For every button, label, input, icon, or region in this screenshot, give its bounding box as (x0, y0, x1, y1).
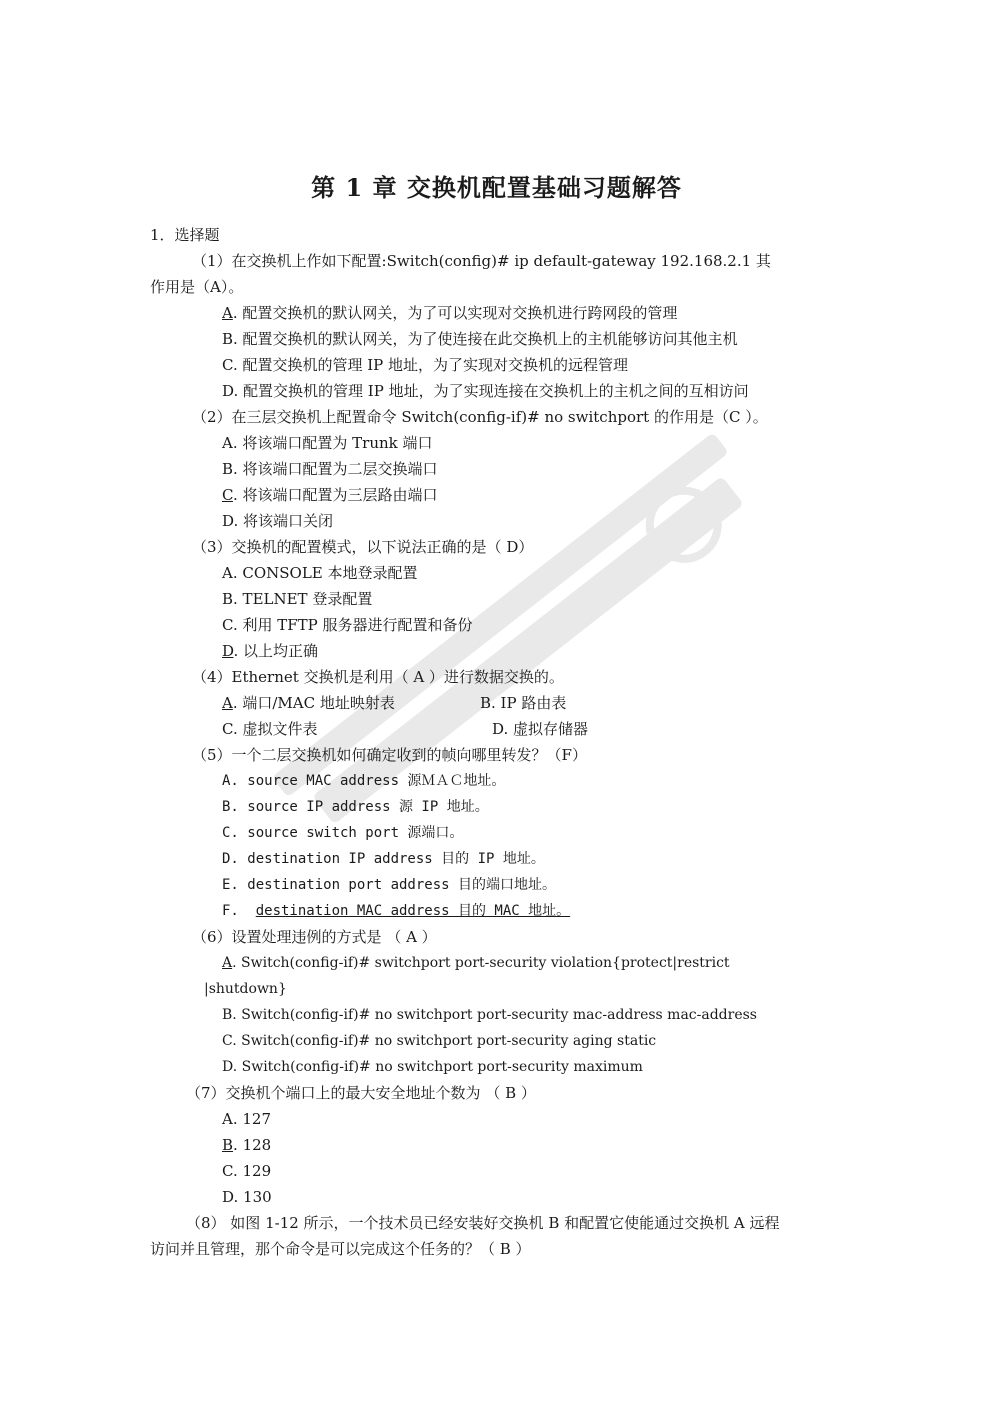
q6-option-b: B. Switch(config-if)# no switchport port-security mac-address mac-address (222, 1007, 757, 1023)
q1-stem-line2: 作用是（A）。 (150, 278, 244, 296)
q3-option-a: A. CONSOLE 本地登录配置 (222, 564, 418, 582)
q1-option-d: D. 配置交换机的管理 IP 地址，为了实现连接在交换机上的主机之间的互相访问 (222, 382, 749, 400)
q1-stem-line1: （1）在交换机上作如下配置:Switch(config)# ip default-gateway 192.168.2.1 其 (192, 252, 771, 270)
q6-option-c: C. Switch(config-if)# no switchport port-security aging static (222, 1033, 657, 1049)
answer-letter: C (222, 486, 233, 504)
q1-option-c: C. 配置交换机的管理 IP 地址，为了实现对交换机的远程管理 (222, 356, 629, 374)
q2-option-c (222, 485, 438, 505)
q3-option-c: C. 利用 TFTP 服务器进行配置和备份 (222, 616, 473, 634)
watermark (200, 380, 840, 900)
q5-option-c: C. source switch port 源端口。 (222, 825, 464, 841)
option-letter: F. (222, 903, 239, 919)
q1-option-b: B. 配置交换机的默认网关，为了使连接在此交换机上的主机能够访问其他主机 (222, 330, 738, 348)
option-text: . 128 (233, 1136, 272, 1154)
q6-stem: （6）设置处理违例的方式是 （ A ） (192, 928, 437, 946)
q4-option-b: B. IP 路由表 (480, 694, 567, 712)
q5-stem: （5）一个二层交换机如何确定收到的帧向哪里转发？（F） (192, 746, 587, 764)
q3-option-d (222, 641, 318, 661)
q7-option-d: D. 130 (222, 1188, 272, 1206)
option-text: . 端口/MAC 地址映射表 (232, 694, 395, 712)
q7-option-a: A. 127 (222, 1110, 271, 1128)
q5-option-a: A. source MAC address 源ＭＡＣ地址。 (222, 773, 506, 789)
q2-stem: （2）在三层交换机上配置命令 Switch(config-if)# no switchport 的作用是（C ）。 (192, 408, 768, 426)
page-title: 第 1 章 交换机配置基础习题解答 (311, 173, 682, 202)
q6-option-a-cont: |shutdown} (204, 981, 287, 997)
q7-stem: （7）交换机个端口上的最大安全地址个数为 （ B ） (186, 1084, 536, 1102)
q4-option-c: C. 虚拟文件表 (222, 720, 318, 738)
q5-option-b: B. source IP address 源 IP 地址。 (222, 799, 489, 815)
q6-option-d: D. Switch(config-if)# no switchport port-security maximum (222, 1059, 643, 1075)
q7-option-c: C. 129 (222, 1162, 272, 1180)
q4-stem: （4）Ethernet 交换机是利用（ A ）进行数据交换的。 (192, 668, 564, 686)
q3-stem: （3）交换机的配置模式，以下说法正确的是（ D） (192, 538, 534, 556)
q6-option-a (222, 953, 730, 973)
q2-option-b: B. 将该端口配置为二层交换端口 (222, 460, 438, 478)
option-text: . Switch(config-if)# switchport port-security violation{protect|restrict (232, 955, 730, 971)
q7-option-b (222, 1135, 271, 1155)
q3-option-b: B. TELNET 登录配置 (222, 590, 373, 608)
answer-letter: A (222, 955, 233, 971)
q4-option-d: D. 虚拟存储器 (492, 720, 589, 738)
q2-option-d: D. 将该端口关闭 (222, 512, 334, 530)
q8-stem-line2: 访问并且管理，那个命令是可以完成这个任务的？（ B ） (150, 1240, 531, 1258)
q8-stem-line1: （8） 如图 1-12 所示，一个技术员已经安装好交换机 B 和配置它使能通过交换机 A 远程 (186, 1214, 780, 1232)
q5-option-f (222, 901, 570, 921)
section-heading: 1．选择题 (150, 226, 220, 244)
option-text: . 配置交换机的默认网关，为了可以实现对交换机进行跨网段的管理 (232, 304, 678, 322)
option-text: . 将该端口配置为三层路由端口 (232, 486, 438, 504)
q4-option-a (222, 693, 395, 713)
q1-option-a (222, 303, 677, 323)
answer-letter: A (222, 694, 233, 712)
answer-letter: A (222, 304, 233, 322)
option-text: . 以上均正确 (233, 642, 319, 660)
answer-text: destination MAC address 目的 MAC 地址。 (255, 903, 571, 919)
answer-letter: B (222, 1136, 234, 1154)
answer-letter: D (222, 642, 234, 660)
q5-option-d: D. destination IP address 目的 IP 地址。 (222, 851, 545, 867)
q2-option-a: A. 将该端口配置为 Trunk 端口 (222, 434, 433, 452)
q5-option-e: E. destination port address 目的端口地址。 (222, 877, 557, 893)
